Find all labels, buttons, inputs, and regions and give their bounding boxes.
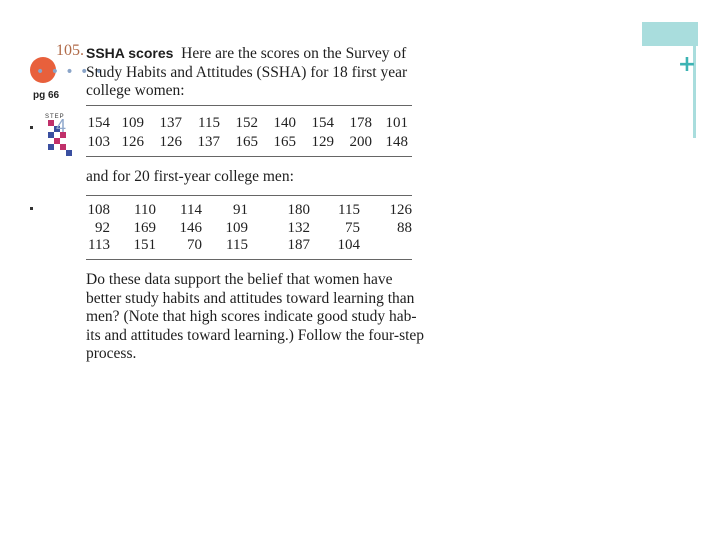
table-cell: 151	[133, 237, 156, 253]
table-cell: 200	[349, 134, 372, 150]
problem-intro	[86, 44, 407, 101]
table-cell: 165	[273, 134, 296, 150]
table-cell: 110	[134, 202, 156, 218]
page-reference: pg 66	[33, 90, 60, 101]
table-cell: 109	[225, 220, 248, 236]
table-cell: 104	[337, 237, 360, 253]
table-cell: 169	[133, 220, 156, 236]
table-rule	[86, 156, 412, 157]
table-cell: 114	[180, 202, 202, 218]
table-cell: 146	[179, 220, 202, 236]
table-cell: 103	[87, 134, 110, 150]
dotted-arrow-icon: • • • • •	[36, 64, 105, 80]
table-cell: 70	[187, 237, 202, 253]
question-line: men? (Note that high scores indicate good study hab-	[86, 308, 417, 325]
table-cell: 108	[87, 202, 110, 218]
table-rule	[86, 259, 412, 260]
intro-line: college women:	[86, 82, 185, 99]
table-cell: 113	[88, 237, 110, 253]
table-cell: 115	[198, 115, 220, 131]
question-line: process.	[86, 345, 137, 362]
table-cell: 126	[389, 202, 412, 218]
step-label: STEP	[45, 114, 65, 120]
men-intro: and for 20 first-year college men:	[86, 168, 294, 185]
problem-number: 105.	[56, 42, 84, 59]
table-cell: 115	[226, 237, 248, 253]
table-cell: 129	[311, 134, 334, 150]
corner-accent-box	[642, 22, 698, 46]
table-cell: 154	[311, 115, 334, 131]
step-number: 4	[56, 116, 67, 136]
table-cell: 137	[197, 134, 220, 150]
table-rule	[86, 105, 412, 106]
question-line: better study habits and attitudes toward learning than	[86, 289, 415, 307]
table-cell: 152	[235, 115, 258, 131]
plus-icon: +	[677, 52, 697, 77]
table-cell: 75	[345, 220, 360, 236]
table-cell: 148	[385, 134, 408, 150]
table-cell: 137	[159, 115, 182, 131]
table-cell: 92	[95, 220, 110, 236]
intro-line: Here are the scores on the Survey of	[181, 45, 407, 62]
question-line: its and attitudes toward learning.) Follow the four-step	[86, 326, 425, 344]
table-cell: 101	[385, 115, 408, 131]
margin-bullet	[30, 207, 33, 210]
problem-title: SSHA scores	[86, 45, 174, 61]
table-cell: 91	[233, 202, 248, 218]
table-cell: 126	[159, 134, 182, 150]
table-cell: 109	[121, 115, 144, 131]
table-cell: 115	[338, 202, 360, 218]
table-cell: 140	[273, 115, 296, 131]
table-cell: 88	[397, 220, 412, 236]
question-text	[86, 271, 424, 364]
margin-bullet	[30, 126, 33, 129]
table-cell: 187	[287, 237, 310, 253]
intro-line: Study Habits and Attitudes (SSHA) for 18 first year	[86, 63, 408, 81]
table-cell: 154	[87, 115, 110, 131]
table-cell: 126	[121, 134, 144, 150]
table-cell: 132	[287, 220, 310, 236]
question-line: Do these data support the belief that women have	[86, 271, 393, 288]
table-cell: 178	[349, 115, 372, 131]
table-rule	[86, 195, 412, 196]
table-cell: 180	[287, 202, 310, 218]
table-cell: 165	[235, 134, 258, 150]
